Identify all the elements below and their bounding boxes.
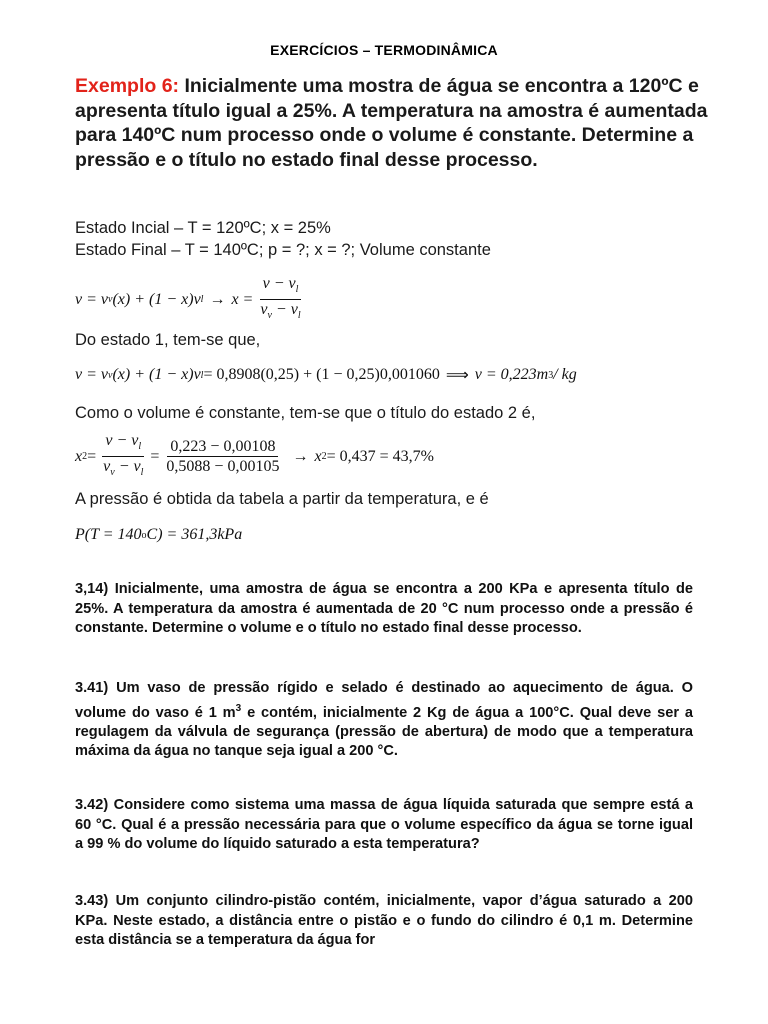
example-text: Inicialmente uma mostra de água se encontra a 120ºC e apresenta título igual a 25%. A temperatura na amostra é aumentada para 140ºC num processo onde o volume é constante. Determine a pressão e o título no estado final desse processo. xyxy=(75,75,708,171)
pressure-equation xyxy=(75,526,242,544)
eq1-num: v − v xyxy=(262,275,296,292)
eq3-fraction-numeric xyxy=(163,438,282,475)
eq4-a: P(T = 140 xyxy=(75,526,142,543)
initial-state-line: Estado Incial – T = 120ºC; x = 25% xyxy=(75,219,331,237)
eq1-lhs-rest: (x) + (1 − x)v xyxy=(112,290,201,308)
eq1-den: v xyxy=(260,301,268,319)
eq2-d: v = 0,223m xyxy=(474,366,549,383)
eq2-a-sub: v xyxy=(108,369,113,381)
eq2-d-sup: 3 xyxy=(548,369,554,381)
problem-3-14: 3,14) Inicialmente, uma amostra de água se encontra a 200 KPa e apresenta título de 25%. A temperatura da amostra é aumentada de 20 °C num processo onde a pressão é constante. Determine o volume e o título no estado final desse processo. xyxy=(75,581,693,636)
eq3-equals: = xyxy=(87,447,97,465)
final-quality-equation xyxy=(75,432,434,481)
eq2-c: = 0,8908(0,25) + (1 − 0,25)0,001060 xyxy=(203,366,440,383)
eq3-f1-num: v − v xyxy=(105,432,139,449)
eq3-f2-num: 0,223 − 0,00108 xyxy=(167,438,278,457)
eq1-x: x = xyxy=(231,290,254,308)
problem-3-41-text-b: e contém, inicialmente 2 Kg de água a 100°C. Qual deve ser a regulagem da válvula de segurança (pressão de abertura) de modo que a temperatura máxima da água no tanque seja igual a 200 °C. xyxy=(75,704,693,760)
eq1-den-sub2: l xyxy=(297,310,301,322)
eq1-lhs-rest-sub: l xyxy=(200,294,204,306)
state1-text: Do estado 1, tem-se que, xyxy=(75,331,261,349)
problem-3-41-text-a: 3.41) Um vaso de pressão rígido e selado é destinado ao aquecimento de água. O volume do vaso é 1 m xyxy=(75,680,693,721)
eq1-lhs: v = v xyxy=(75,290,108,308)
example-label: Exemplo 6: xyxy=(75,75,180,97)
eq4-b: C) = 361,3kPa xyxy=(146,526,243,543)
eq3-result-var: x xyxy=(314,447,322,465)
eq3-f1-den-sub1: v xyxy=(110,467,115,479)
eq3-f2-den: 0,5088 − 0,00105 xyxy=(166,458,280,476)
eq2-arrow: ⟹ xyxy=(445,367,469,384)
eq1-den-sub1: v xyxy=(267,310,272,322)
eq1-den-mid: − v xyxy=(271,301,298,319)
eq3-f1-den: v xyxy=(103,458,111,476)
eq3-x2-sub: 2 xyxy=(82,451,88,463)
eq3-result-value: = 0,437 = 43,7% xyxy=(326,447,434,465)
eq2-a: v = v xyxy=(75,366,108,383)
eq1-num-sub: l xyxy=(295,284,299,296)
pressure-text: A pressão é obtida da tabela a partir da temperatura, e é xyxy=(75,490,489,508)
eq2-b: (x) + (1 − x)v xyxy=(112,366,201,383)
eq2-e: / kg xyxy=(553,366,577,383)
eq3-f1-num-sub: l xyxy=(138,441,142,453)
constant-volume-text: Como o volume é constante, tem-se que o título do estado 2 é, xyxy=(75,404,536,422)
problem-3-43: 3.43) Um conjunto cilindro-pistão contém, inicialmente, vapor d’água saturado a 200 KPa. Neste estado, a distância entre o pistão e o fundo do cilindro é 0,1 m. Determine esta distância se a temperatura da água for xyxy=(75,893,693,948)
problem-3-42: 3.42) Considere como sistema uma massa de água líquida saturada que sempre está a 60 °C. Qual é a pressão necessária para que o volume específico da água se torne igual a 99 % do volume do líquido saturado a esta temperatura? xyxy=(75,797,693,852)
eq3-fraction-symbolic xyxy=(100,432,146,481)
eq3-equals-2: = xyxy=(150,447,160,465)
eq3-f1-den-mid: − v xyxy=(114,458,141,476)
page-header: EXERCÍCIOS – TERMODINÂMICA xyxy=(270,42,498,58)
problem-3-41-sup: 3 xyxy=(235,702,242,714)
eq3-f1-den-sub2: l xyxy=(140,467,144,479)
eq3-result-sub: 2 xyxy=(321,451,327,463)
volume-equation xyxy=(75,365,577,385)
problem-3-41 xyxy=(75,679,693,762)
eq1-fraction xyxy=(257,275,303,324)
eq3-arrow: → xyxy=(292,447,309,465)
eq4-sup: o xyxy=(141,529,147,541)
quality-equation xyxy=(75,275,308,324)
final-state-line: Estado Final – T = 140ºC; p = ?; x = ?; Volume constante xyxy=(75,241,491,259)
example-statement xyxy=(75,74,715,172)
eq3-x2: x xyxy=(75,447,83,465)
eq1-lhs-sub: v xyxy=(108,294,113,306)
eq2-b-sub: l xyxy=(200,369,204,381)
eq1-arrow: → xyxy=(209,290,226,308)
